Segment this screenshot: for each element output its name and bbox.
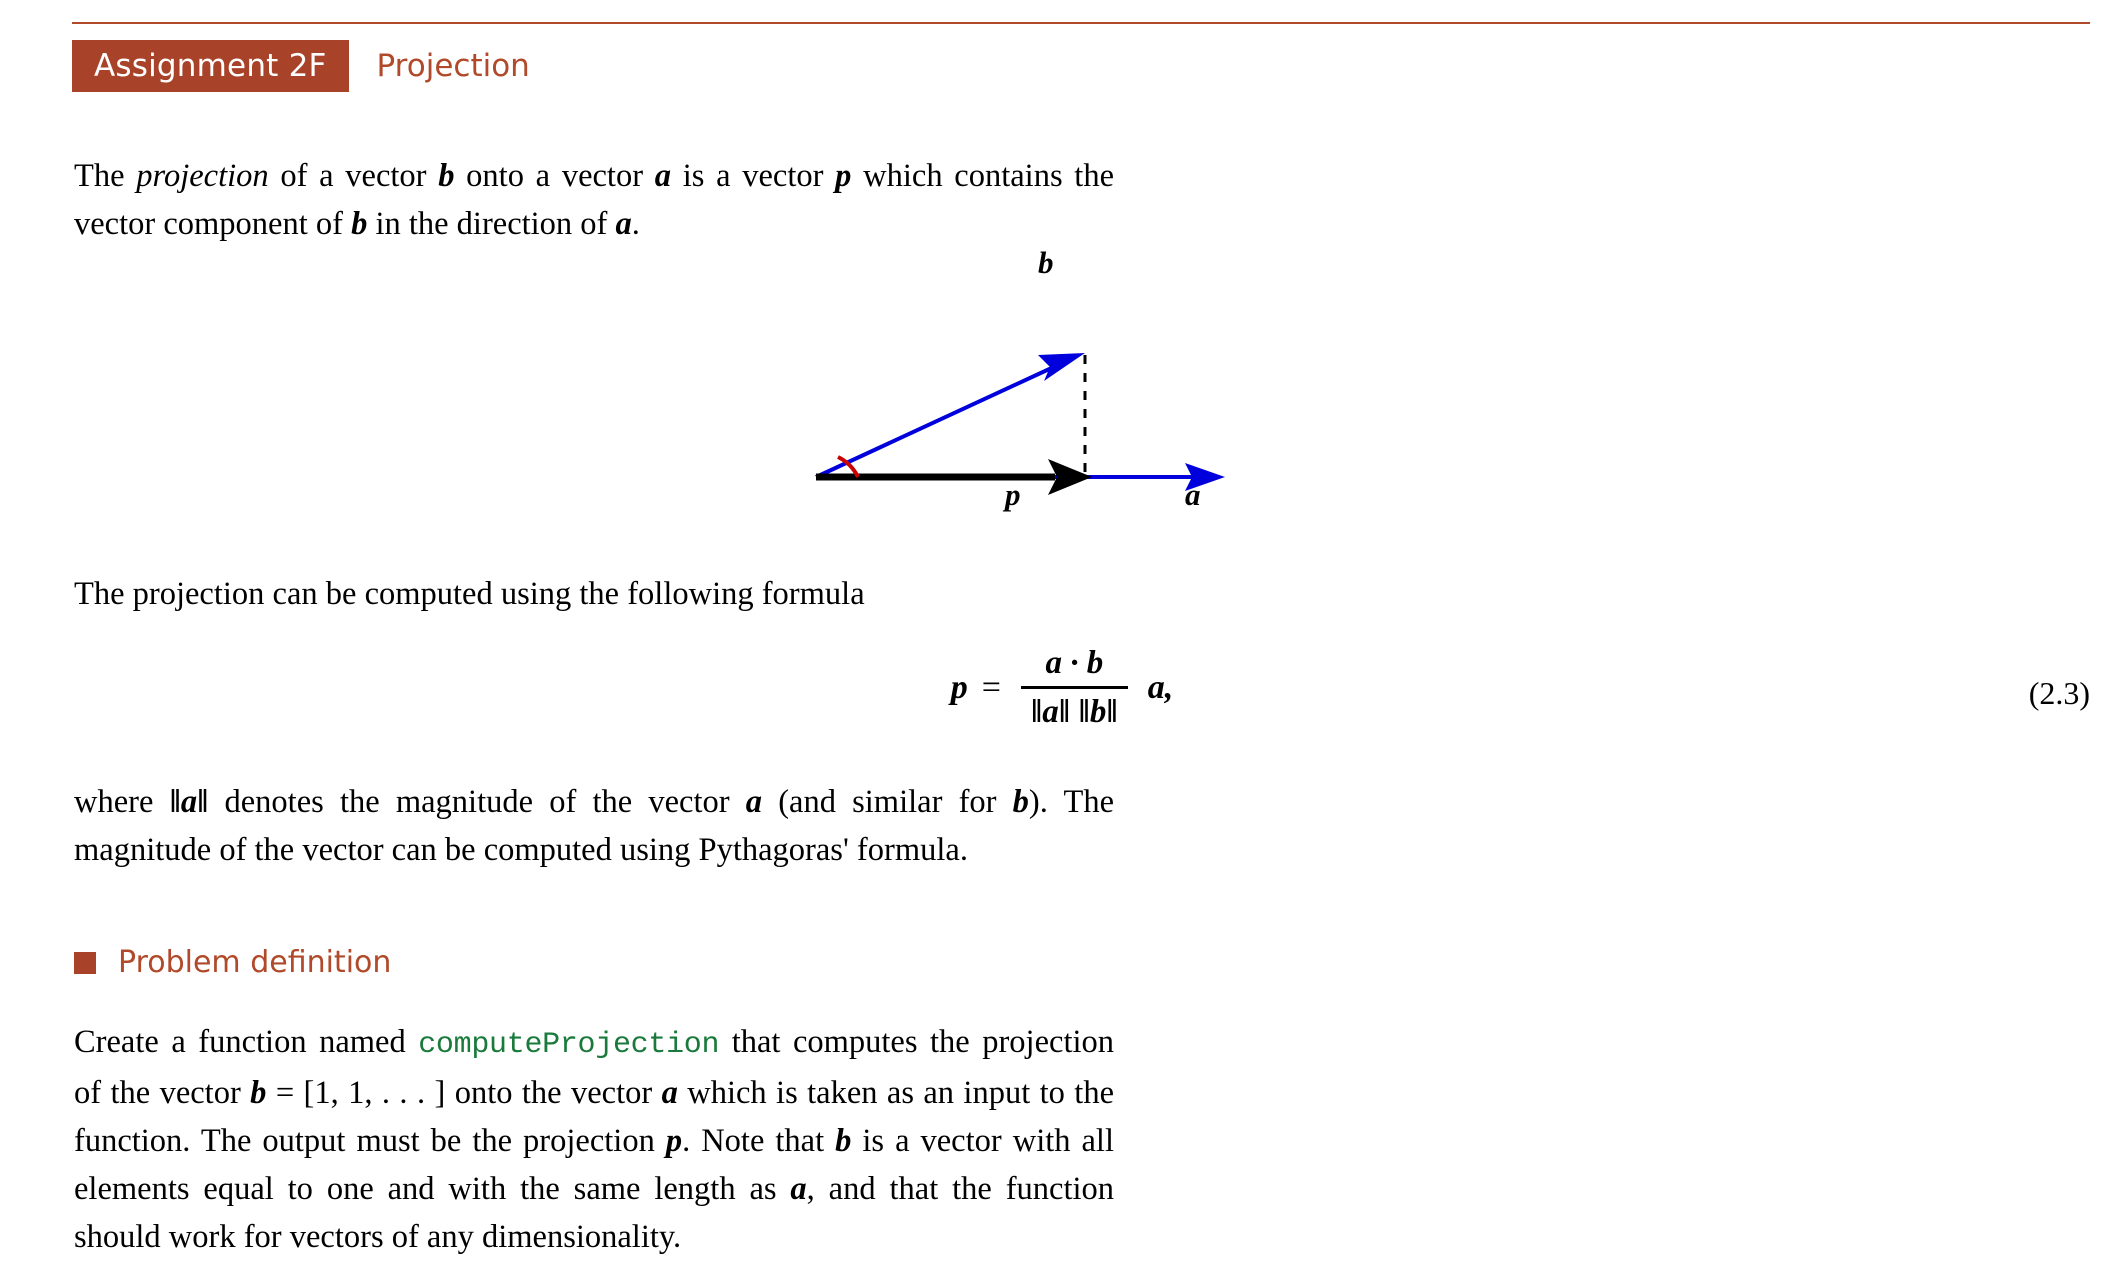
task-vector-b: b <box>250 1075 267 1111</box>
vector-b-symbol-2: b <box>351 206 368 242</box>
intro-paragraph <box>74 152 1114 248</box>
function-name-code: computeProjection <box>418 1028 720 1062</box>
task-b-definition: = [1, 1, . . . ] <box>266 1075 446 1111</box>
page-title: Projection <box>376 48 530 84</box>
intro-text-7: . <box>631 206 640 242</box>
figure-label-p: p <box>1005 477 1021 512</box>
header-rule <box>72 22 2090 24</box>
intro-text-4: is a vector <box>671 158 836 194</box>
norm-a-symbol: ‖a‖ <box>169 784 209 820</box>
intro-text-5: which contains the vector component of <box>74 158 1115 242</box>
section-heading <box>74 945 391 980</box>
figure-label-b: b <box>1038 245 1054 280</box>
where-text-3: (and similar for <box>762 784 1013 820</box>
section-title: Problem definition <box>118 945 392 980</box>
where-text-1: where <box>74 784 170 820</box>
equation-block <box>0 645 2124 765</box>
task-vector-a-2: a <box>790 1171 807 1207</box>
equation-fraction <box>1021 645 1128 731</box>
equation-tail: a, <box>1147 668 1174 706</box>
intro-text-3: onto a vector <box>454 158 655 194</box>
equation-denominator: ‖a‖ ‖b‖ <box>1030 693 1118 730</box>
equation-equals: = <box>981 668 1001 706</box>
equation-number: (2.3) <box>2028 675 2090 711</box>
assignment-badge: Assignment 2F <box>72 40 349 92</box>
vector-b-symbol: b <box>438 158 455 194</box>
task-text-6: is a vector with all elements equal to one and with the same length as <box>74 1123 1114 1207</box>
projection-equation <box>0 645 2124 731</box>
vector-a-symbol-2: a <box>615 206 632 242</box>
intro-text-6: in the direction of <box>367 206 616 242</box>
vector-a-symbol: a <box>654 158 671 194</box>
intro-text-2: of a vector <box>268 158 439 194</box>
equation-lhs: p <box>950 668 968 706</box>
figure-label-a: a <box>1185 477 1201 512</box>
equation-numerator: a · b <box>1045 645 1104 681</box>
task-text-4: which is taken as an input to the function. The output must be the projection <box>74 1075 1115 1159</box>
section-bullet-icon <box>74 952 96 974</box>
assignment-header <box>72 40 530 92</box>
task-vector-p: p <box>665 1123 683 1159</box>
where-vector-a: a <box>745 784 763 820</box>
intro-italic-projection: projection <box>136 158 269 194</box>
task-text-5: . Note that <box>682 1123 836 1159</box>
task-text-3: onto the vector <box>445 1075 662 1111</box>
where-vector-b: b <box>1012 784 1029 820</box>
intro-text-1: The <box>74 158 137 194</box>
task-vector-a: a <box>661 1075 678 1111</box>
vector-p-symbol: p <box>835 158 852 194</box>
task-vector-b-2: b <box>835 1123 852 1159</box>
where-text-4: ). The magnitude of the vector can be computed using Pythagoras' formula. <box>74 784 1114 868</box>
projection-diagram <box>800 245 1260 525</box>
where-text-2: denotes the magnitude of the vector <box>208 784 746 820</box>
task-paragraph <box>74 1018 1114 1261</box>
task-text-7: , and that the function should work for vectors of any dimensionality. <box>74 1171 1114 1255</box>
formula-intro-paragraph: The projection can be computed using the following formula <box>74 576 865 612</box>
task-text-2: that computes the projection of the vector <box>74 1024 1114 1111</box>
task-text-1: Create a function named <box>74 1024 419 1060</box>
where-paragraph <box>74 778 1114 874</box>
